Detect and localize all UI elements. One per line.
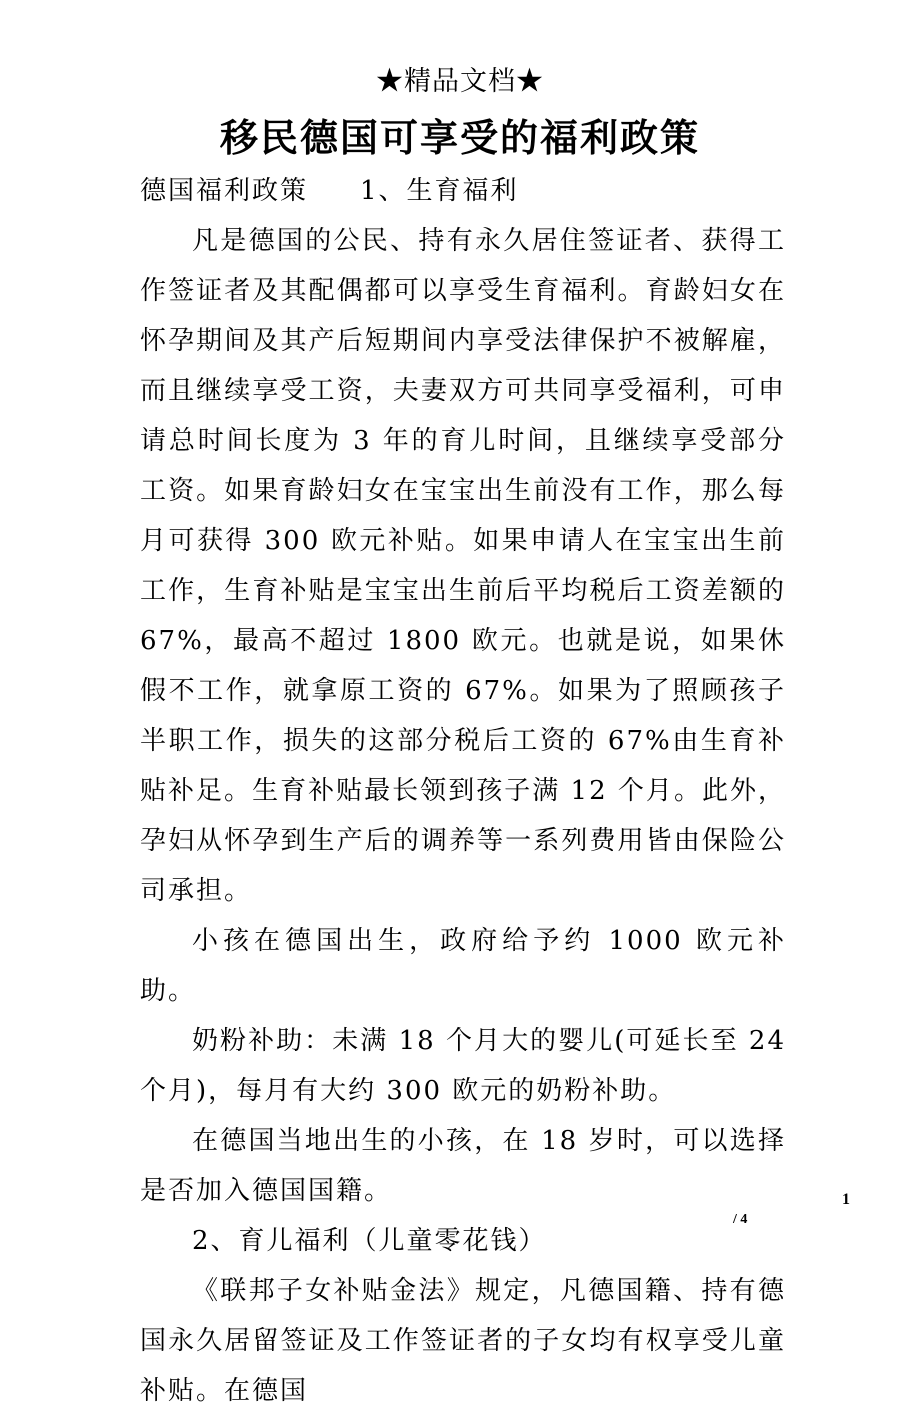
header-mark: ★精品文档★ [376, 66, 544, 97]
paragraph-maternity-benefits: 凡是德国的公民、持有永久居住签证者、获得工作签证者及其配偶都可以享受生育福利。育龄妇女在怀孕期间及其产后短期间内享受法律保护不被解雇，而且继续享受工资，夫妻双方可共同享受福利，可申请总时间长度为 3 年的育儿时间，且继续享受部分工资。如果育龄妇女在宝宝出生前没有工作，那么每月可获得 300 欧元补贴。如果申请人在宝宝出生前工作，生育补贴是宝宝出生前后平均税后工资差额的 67%，最高不超过 1800 欧元。也就是说，如果休假不工作，就拿原工资的 67%。如果为了照顾孩子半职工作，损失的这部分税后工资的 67%由生育补贴补足。生育补贴最长领到孩子满 12 个月。此外，孕妇从怀孕到生产后的调养等一系列费用皆由保险公司承担。 [140, 226, 786, 906]
document-title: 移民德国可享受的福利政策 [219, 115, 700, 160]
paragraph-birth-subsidy: 小孩在德国出生，政府给予约 1000 欧元补助。 [140, 926, 786, 1006]
paragraph-milk-subsidy: 奶粉补助：未满 18 个月大的婴儿(可延长至 24 个月)，每月有大约 300 欧元的奶粉补助。 [140, 1026, 786, 1106]
section-label: 德国福利政策 [140, 176, 309, 206]
document-body [140, 166, 786, 1416]
paragraph-child-allowance: 《联邦子女补贴金法》规定，凡德国籍、持有德国永久居留签证及工作签证者的子女均有权享受儿童补贴。在德国 [140, 1276, 786, 1406]
paragraph-citizenship-choice: 在德国当地出生的小孩，在 18 岁时，可以选择是否加入德国国籍。 [140, 1126, 786, 1206]
section2-heading: 2、育儿福利（儿童零花钱） [192, 1226, 547, 1256]
section1-heading: 1、生育福利 [360, 176, 519, 206]
page-number: 1 [842, 1191, 850, 1208]
section-heading-line [140, 166, 786, 216]
page-total: / 4 [733, 1212, 748, 1227]
